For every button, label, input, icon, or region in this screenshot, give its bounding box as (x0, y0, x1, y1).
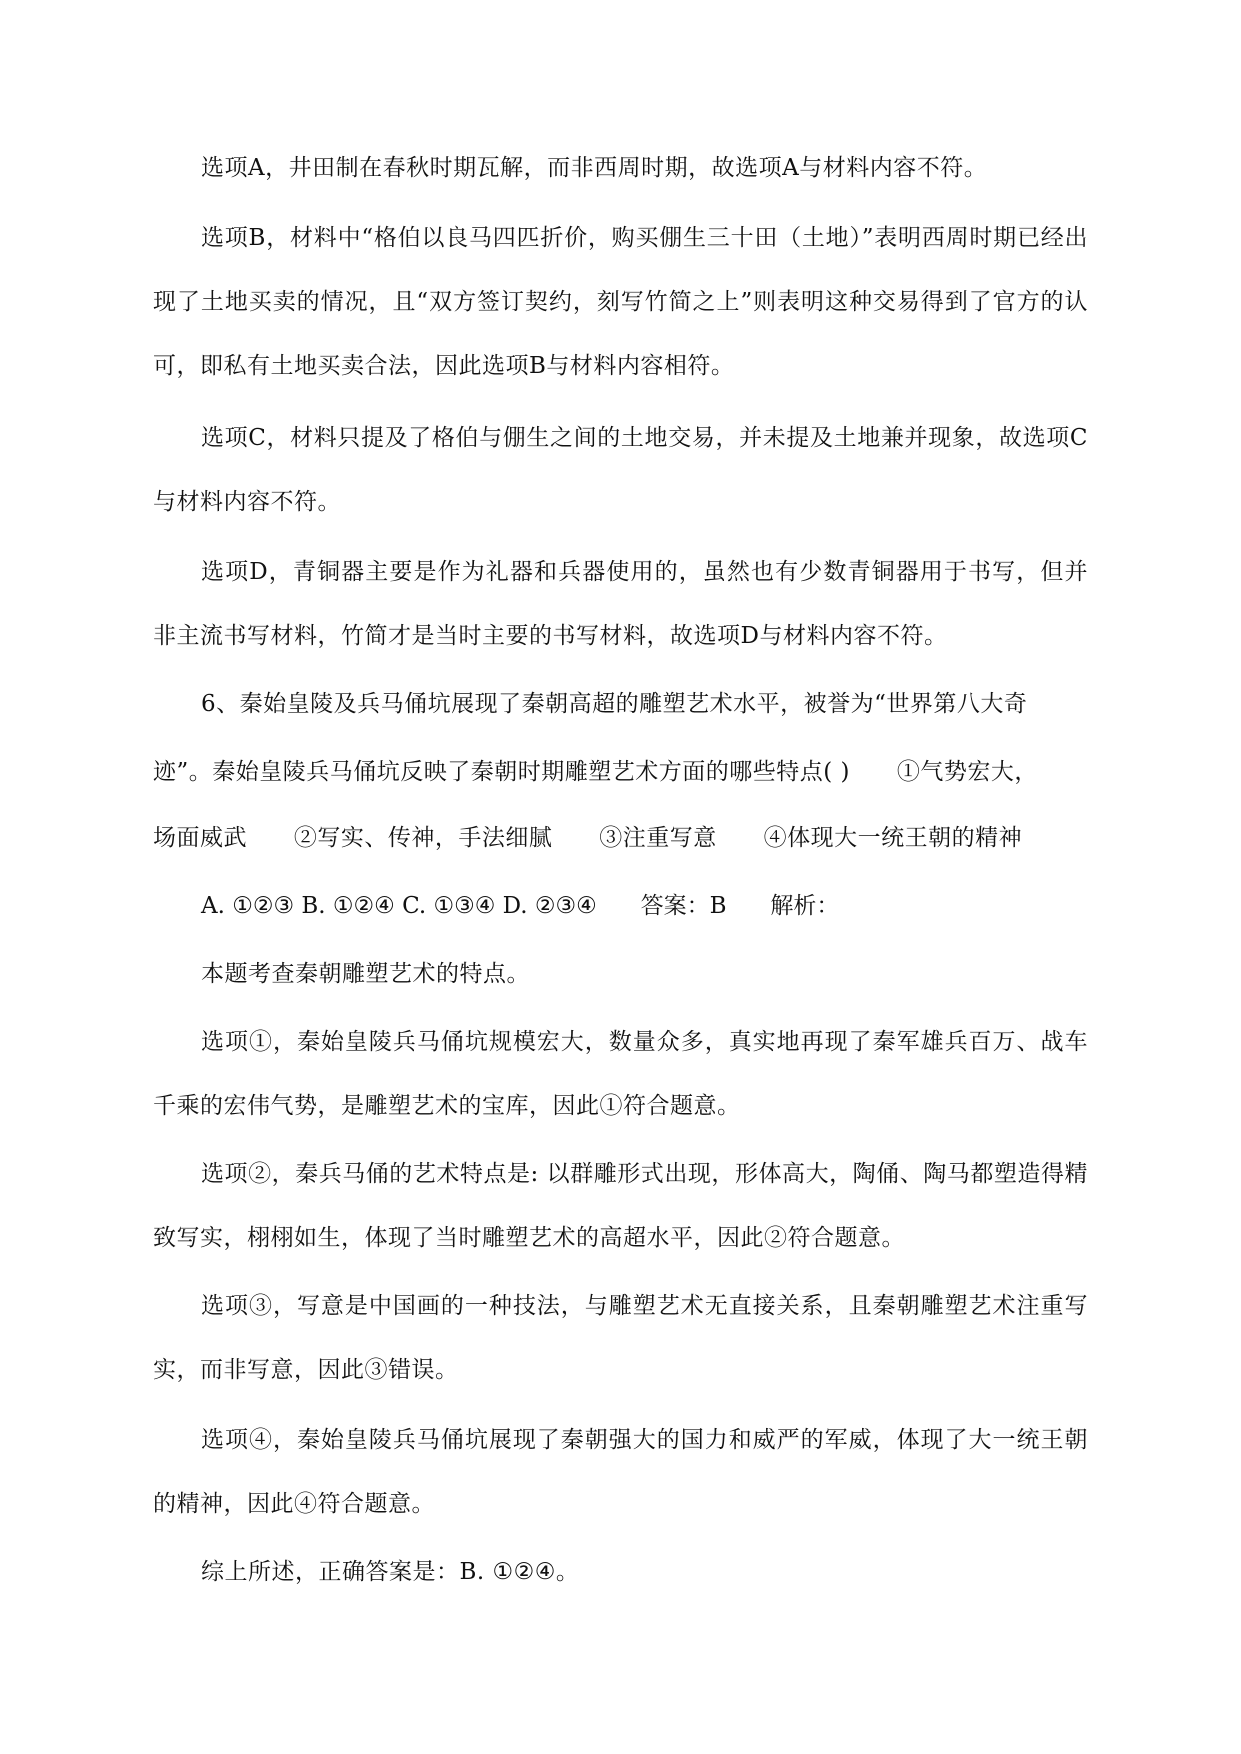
question-6-options: A. ①②③ B. ①②④ C. ①③④ D. ②③④ 答案：B 解析： (201, 893, 840, 919)
question-6-line-3: 场面威武 ②写实、传神，手法细腻 ③注重写意 ④体现大一统王朝的精神 (153, 825, 1023, 851)
option-d-analysis: 选项D，青铜器主要是作为礼器和兵器使用的，虽然也有少数青铜器用于书写，但并非主流书写材料，竹简才是当时主要的书写材料，故选项D与材料内容不符。 (153, 559, 1088, 649)
option-c-analysis: 选项C，材料只提及了格伯与倗生之间的土地交易，并未提及土地兼并现象，故选项C与材料内容不符。 (153, 425, 1088, 515)
option-3-analysis: 选项③，写意是中国画的一种技法，与雕塑艺术无直接关系，且秦朝雕塑艺术注重写实，而非写意，因此③错误。 (153, 1293, 1088, 1383)
explanation-intro: 本题考查秦朝雕塑艺术的特点。 (201, 961, 530, 987)
conclusion: 综上所述，正确答案是：B. ①②④。 (201, 1559, 580, 1585)
question-6-line-2: 迹”。秦始皇陵兵马俑坑反映了秦朝时期雕塑艺术方面的哪些特点( ) ①气势宏大， (153, 759, 1038, 785)
option-a-analysis: 选项A，井田制在春秋时期瓦解，而非西周时期，故选项A与材料内容不符。 (201, 155, 988, 181)
option-2-analysis: 选项②，秦兵马俑的艺术特点是: 以群雕形式出现，形体高大，陶俑、陶马都塑造得精致写实，栩栩如生，体现了当时雕塑艺术的高超水平，因此②符合题意。 (153, 1161, 1088, 1251)
option-1-analysis: 选项①，秦始皇陵兵马俑坑规模宏大，数量众多，真实地再现了秦军雄兵百万、战车千乘的宏伟气势，是雕塑艺术的宝库，因此①符合题意。 (153, 1029, 1088, 1119)
option-b-analysis: 选项B，材料中“格伯以良马四匹折价，购买倗生三十田（土地）”表明西周时期已经出现了土地买卖的情况，且“双方签订契约，刻写竹简之上”则表明这种交易得到了官方的认可，即私有土地买卖合法，因此选项B与材料内容相符。 (153, 225, 1088, 379)
option-4-analysis: 选项④，秦始皇陵兵马俑坑展现了秦朝强大的国力和威严的军威，体现了大一统王朝的精神，因此④符合题意。 (153, 1427, 1088, 1517)
question-6-line-1: 6、秦始皇陵及兵马俑坑展现了秦朝高超的雕塑艺术水平，被誉为“世界第八大奇 (201, 691, 1028, 717)
